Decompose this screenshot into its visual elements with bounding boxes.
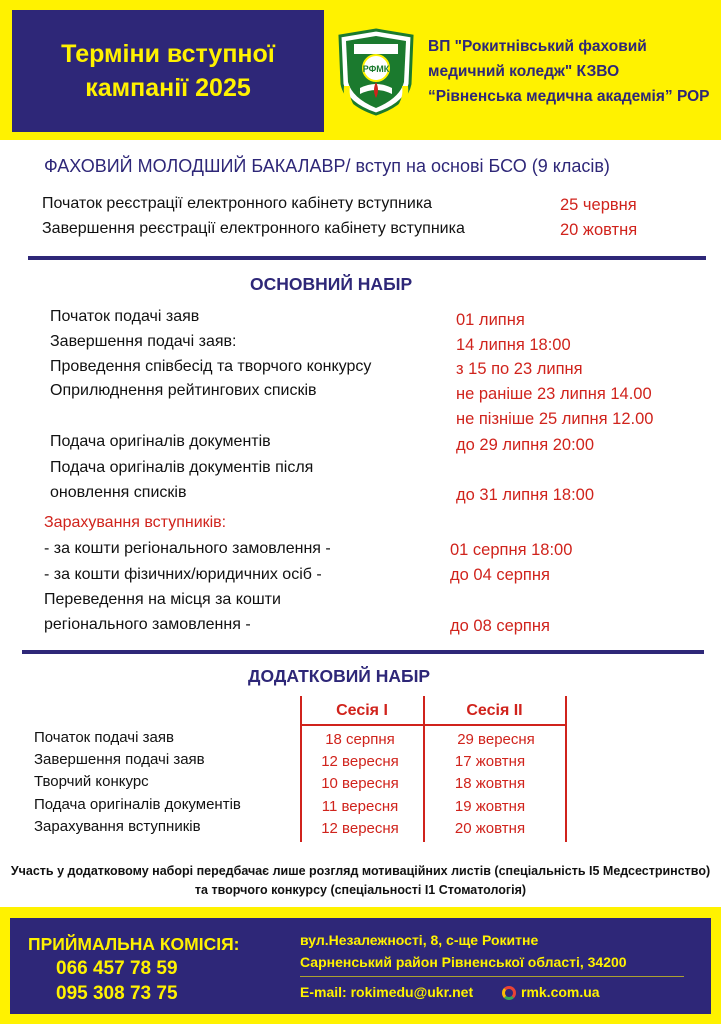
main-section-title: ОСНОВНИЙ НАБІР xyxy=(250,274,413,294)
session-2-date: 20 жовтня xyxy=(454,820,526,837)
program-title: ФАХОВИЙ МОЛОДШИЙ БАКАЛАВР/ вступ на основі БСО (9 класів) xyxy=(44,156,610,176)
email-link[interactable]: E-mail: rokimedu@ukr.net xyxy=(300,984,474,1000)
main-date: до 29 липня 20:00 xyxy=(456,436,595,454)
main-date: 01 липня xyxy=(456,311,525,329)
session-2-date: 17 жовтня xyxy=(454,753,526,770)
main-label: Подача оригіналів документів xyxy=(50,433,271,450)
column-header-session-1: Сесія І xyxy=(336,702,388,719)
google-icon xyxy=(502,986,516,1000)
table-border xyxy=(300,724,566,726)
phone-2: 095 308 73 75 xyxy=(56,983,178,1004)
session-2-date: 19 жовтня xyxy=(454,798,526,815)
enrollment-title: Зарахування вступників: xyxy=(44,514,227,531)
session-2-date: 18 жовтня xyxy=(454,775,526,792)
main-label: Проведення співбесід та творчого конкурсу xyxy=(50,358,372,375)
phone-1: 066 457 78 59 xyxy=(56,958,178,979)
session-1-date: 12 вересня xyxy=(321,753,399,770)
program-row-date: 20 жовтня xyxy=(560,221,638,239)
enrollment-label: регіонального замовлення - xyxy=(44,616,251,633)
college-name: ВП "Рокитнівський фаховий медичний коледж" КЗВО “Рівненська медична академія” РОР xyxy=(428,38,710,105)
main-date: не раніше 23 липня 14.00 xyxy=(456,385,652,403)
supplementary-section-title: ДОДАТКОВИЙ НАБІР xyxy=(248,666,431,686)
divider xyxy=(22,650,704,654)
program-row-label: Завершення реєстрації електронного кабінету вступника xyxy=(42,220,465,237)
main-date: до 31 липня 18:00 xyxy=(456,486,595,504)
program-row-date: 25 червня xyxy=(560,196,637,214)
enrollment-label: - за кошти фізичних/юридичних осіб - xyxy=(44,566,322,583)
session-1-date: 18 серпня xyxy=(325,731,395,748)
committee-title: ПРИЙМАЛЬНА КОМІСІЯ: xyxy=(28,934,240,954)
address-line-1: вул.Незалежності, 8, с-ще Рокитне xyxy=(300,932,539,948)
title-box xyxy=(12,10,324,132)
enrollment-date: до 08 серпня xyxy=(450,617,550,635)
note-line: та творчого конкурсу (спеціальності І1 Стоматологія) xyxy=(194,883,527,897)
session-1-date: 12 вересня xyxy=(321,820,399,837)
main-date: не пізніше 25 липня 12.00 xyxy=(456,410,654,428)
main-date: 14 липня 18:00 xyxy=(456,336,571,354)
supplementary-label: Початок подачі заяв xyxy=(34,729,174,746)
column-header-session-2: Сесія ІІ xyxy=(466,702,523,719)
page-title: Терміни вступної кампанії 2025 xyxy=(61,40,275,102)
session-1-date: 11 вересня xyxy=(321,798,399,815)
enrollment-date: до 04 серпня xyxy=(450,566,550,584)
supplementary-note xyxy=(0,862,721,900)
footer-divider xyxy=(300,976,684,977)
table-border xyxy=(565,696,567,842)
enrollment-label: - за кошти регіонального замовлення - xyxy=(44,540,331,557)
college-logo xyxy=(336,28,416,116)
session-2-date: 29 вересня xyxy=(457,731,535,748)
main-label: Подача оригіналів документів після xyxy=(50,459,314,476)
main-label: Оприлюднення рейтингових списків xyxy=(50,382,317,399)
main-label: оновлення списків xyxy=(50,484,187,501)
logo-abbr: РФМК xyxy=(362,64,390,74)
divider xyxy=(28,256,706,260)
main-date: з 15 по 23 липня xyxy=(456,360,583,378)
supplementary-label: Творчий конкурс xyxy=(34,773,149,790)
website-link[interactable]: rmk.com.ua xyxy=(521,984,600,1000)
program-row-label: Початок реєстрації електронного кабінету вступника xyxy=(42,195,433,212)
main-label: Завершення подачі заяв: xyxy=(50,333,237,350)
address-line-2: Сарненський район Рівненської області, 34200 xyxy=(300,954,627,970)
enrollment-label: Переведення на місця за кошти xyxy=(44,591,281,608)
supplementary-label: Подача оригіналів документів xyxy=(34,796,241,813)
note-line: Участь у додатковому наборі передбачає лише розгляд мотиваційних листів (спеціальність І5 Медсестринство) xyxy=(10,864,711,878)
supplementary-label: Завершення подачі заяв xyxy=(34,751,205,768)
enrollment-date: 01 серпня 18:00 xyxy=(450,541,573,559)
session-1-date: 10 вересня xyxy=(321,775,399,792)
supplementary-label: Зарахування вступників xyxy=(34,818,201,835)
main-label: Початок подачі заяв xyxy=(50,308,200,325)
